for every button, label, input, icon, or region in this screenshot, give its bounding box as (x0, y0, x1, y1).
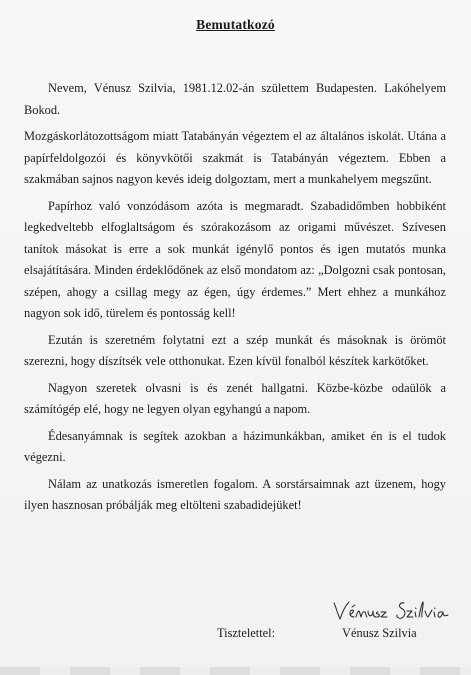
handwritten-signature (330, 597, 462, 627)
paragraph-education: Mozgáskorlátozottságom miatt Tatabányán végeztem el az általános iskolát. Utána a papírfeldolgozói és könyvkötői szakmát is Tatabányán végeztem. Ebben a szakmában sajnos nagyon kevés ideig dolgoztam, mert a munkahelyem megszűnt. (24, 129, 446, 186)
scan-edge (0, 667, 471, 675)
paragraph-intro: Nevem, Vénusz Szilvia, 1981.12.02-án születtem Budapesten. Lakóhelyem Bokod. (24, 81, 446, 117)
document-body (24, 78, 446, 517)
paragraph-housework: Édesanyámnak is segítek azokban a házimunkákban, amiket én is el tudok végezni. (24, 428, 446, 464)
paragraph-origami: Papírhoz való vonzódásom azóta is megmaradt. Szabadidőmben hobbiként legkedveltebb elfoglaltságom és szórakozásom az origami művészet. Szívesen tanítok másokat is erre a sok munkát igénylő pontos és igen mutatós munka elsajátítására. Minden érdeklődőnek az első mondatom az: „Dolgozni csak pontosan, szépen, ahogy a csillag megy az égen, úgy érdemes.” Mert ehhez a munkához nagyon sok idő, türelem és pontosság kell! (24, 198, 446, 320)
paragraph-hobbies: Nagyon szeretek olvasni is és zenét hallgatni. Közbe-közbe odaülök a számítógép elé, hogy ne legyen olyan egyhangú a napom. (24, 380, 446, 416)
author-name: Vénusz Szilvia (342, 626, 417, 640)
document-title: Bemutatkozó (196, 17, 275, 32)
closing-greeting: Tisztelettel: (217, 626, 276, 640)
paragraph-message: Nálam az unatkozás ismeretlen fogalom. A sorstársaimnak azt üzenem, hogy ilyen hasznosan próbálják meg eltölteni szabadidejüket! (24, 476, 446, 512)
paragraph-plans: Ezután is szeretném folytatni ezt a szép munkát és másoknak is örömöt szerezni, hogy díszítsék vele otthonukat. Ezen kívül fonalból készítek karkötőket. (24, 332, 446, 368)
